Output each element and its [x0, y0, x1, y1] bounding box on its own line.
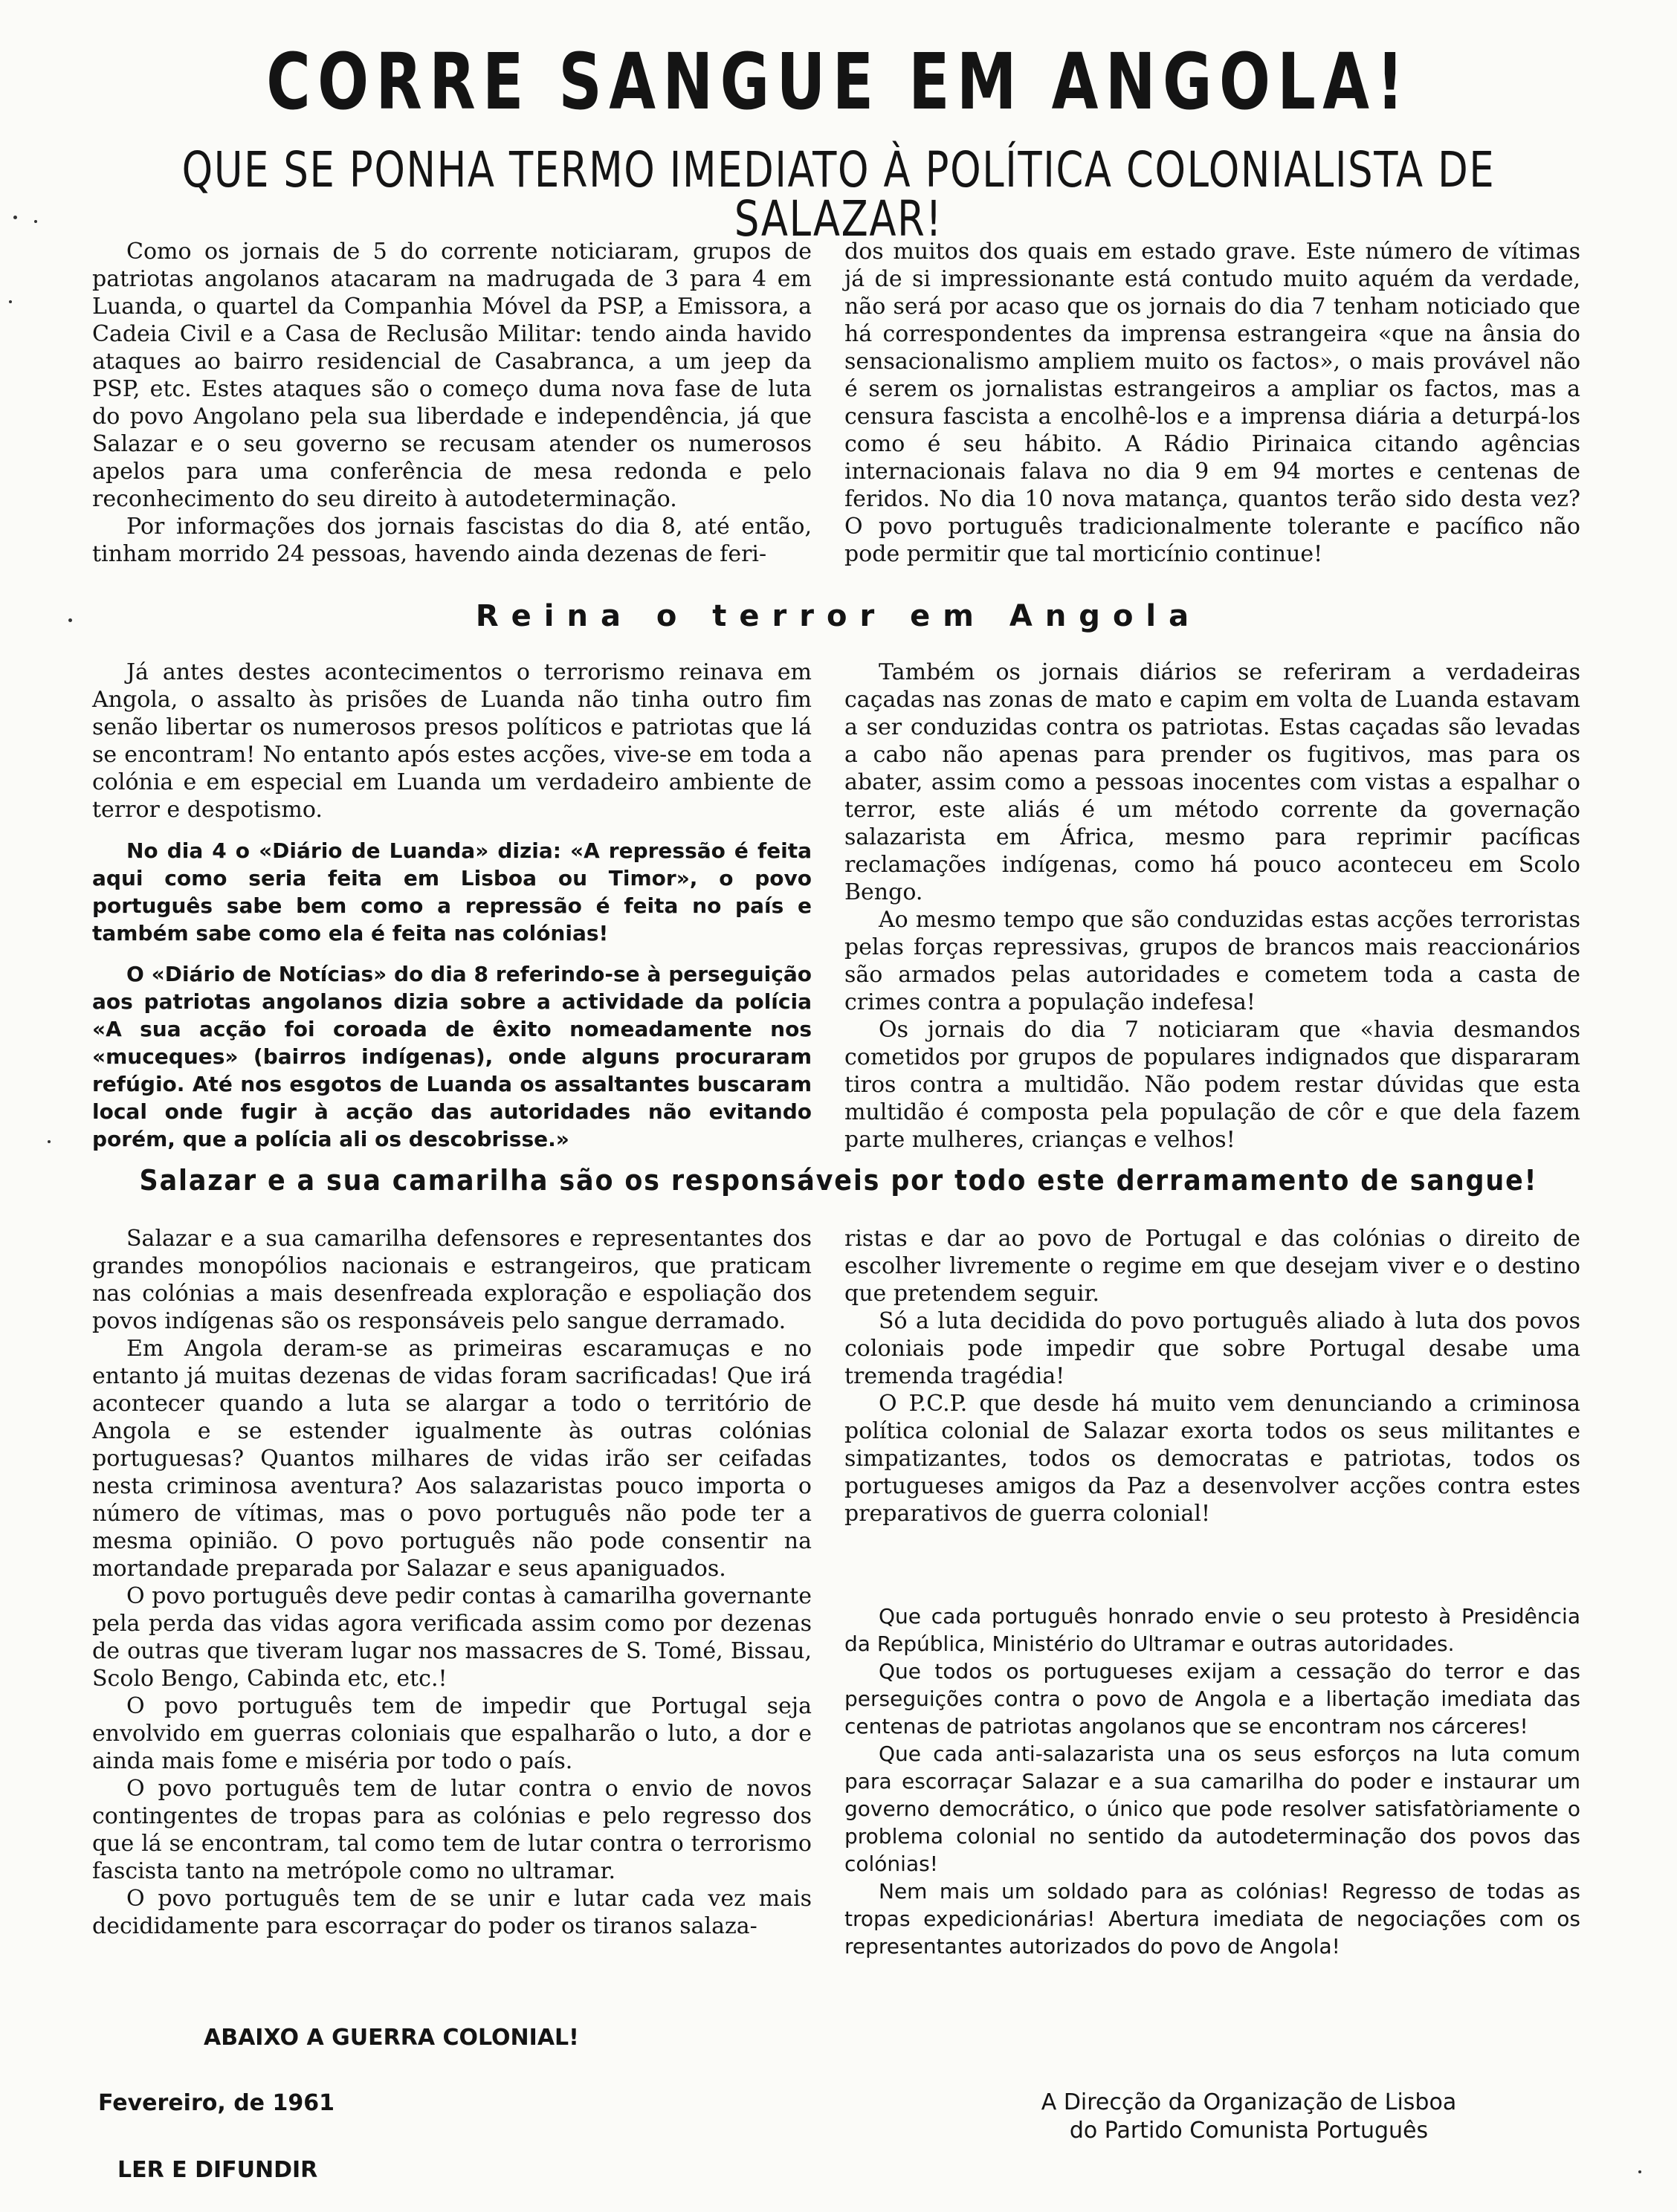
- print-speck: [68, 618, 72, 622]
- section3-right-column: [844, 1225, 1580, 1527]
- paragraph: O P.C.P. que desde há muito vem denunciando a criminosa política colonial de Salazar exorta todos os seus militantes e simpatizantes, todos os democratas e patriotas, todos os portugueses amigos da Paz a desenvolver acções contra estes preparativos de guerra colonial!: [844, 1391, 1580, 1527]
- paragraph: ristas e dar ao povo de Portugal e das colónias o direito de escolher livremente o regime em que desejam viver e o destino que pretendem seguir.: [844, 1226, 1580, 1307]
- call-paragraph: Nem mais um soldado para as colónias! Regresso de todas as tropas expedicionárias! Abertura imediata de negociações com os representantes autorizados do povo de Angola!: [844, 1879, 1580, 1959]
- paragraph: Por informações dos jornais fascistas do dia 8, até então, tinham morrido 24 pessoas, havendo ainda dezenas de feri-: [92, 514, 812, 567]
- section-heading-reina: Reina o terror em Angola: [475, 599, 1202, 633]
- paragraph: O povo português tem de impedir que Portugal seja envolvido em guerras coloniais que espalharão o luto, a dor e ainda mais fome e miséria por todo o país.: [92, 1693, 812, 1774]
- print-speck: [13, 216, 17, 219]
- call-paragraph: Que cada português honrado envie o seu protesto à Presidência da República, Ministério do Ultramar e outras autoridades.: [844, 1604, 1580, 1656]
- paragraph: O «Diário de Notícias» do dia 8 referindo-se à perseguição aos patriotas angolanos dizia sobre a actividade da polícia «A sua acção foi coroada de êxito nomeadamente nos «muceques» (bairros indígenas), onde alguns procuraram refúgio. Até nos esgotos de Luanda os assaltantes buscaram local onde fugir à acção das autoridades não evitando porém, que a polícia ali os descobrisse.»: [92, 962, 812, 1151]
- section1-right-column: [844, 238, 1580, 568]
- paragraph: Salazar e a sua camarilha defensores e representantes dos grandes monopólios nacionais e estrangeiros, que praticam nas colónias a mais desenfreada exploração e espoliação dos povos indígenas são os responsáveis pelo sangue derramado.: [92, 1226, 812, 1334]
- print-speck: [34, 220, 37, 223]
- paragraph: O povo português tem de se unir e lutar cada vez mais decididamente para escorraçar do poder os tiranos salaza-: [92, 1886, 812, 1939]
- section1-left-column: [92, 238, 812, 568]
- paragraph: O povo português deve pedir contas à camarilha governante pela perda das vidas agora verificada assim como por dezenas de outras que tiveram lugar nos massacres de S. Tomé, Bissau, Scolo Bengo, Cabinda etc, etc.!: [92, 1583, 812, 1692]
- section3-calls-column: [844, 1603, 1580, 1960]
- ler-e-difundir: LER E DIFUNDIR: [117, 2157, 318, 2183]
- section-heading-salazar: Salazar e a sua camarilha são os responsáveis por todo este derramamento de sangue!: [139, 1164, 1538, 1197]
- paragraph: Ao mesmo tempo que são conduzidas estas acções terroristas pelas forças repressivas, grupos de brancos mais reaccionários são armados pelas autoridades e cometem toda a casta de crimes contra a população indefesa!: [844, 907, 1580, 1015]
- section3-left-column: [92, 1225, 812, 1940]
- paragraph: No dia 4 o «Diário de Luanda» dizia: «A repressão é feita aqui como seria feita em Lisboa ou Timor», o povo português sabe bem como a repressão é feita no país e também sabe como ela é feita nas colónias!: [92, 838, 812, 945]
- section2-left-column: [92, 659, 812, 1153]
- print-speck: [1638, 2170, 1641, 2173]
- date: Fevereiro, de 1961: [98, 2090, 335, 2116]
- paragraph: Em Angola deram-se as primeiras escaramuças e no entanto já muitas dezenas de vidas foram sacrificadas! Que irá acontecer quando a luta se alargar a todo o território de Angola e se estender igualmente às outras colónias portuguesas? Quantos milhares de vidas irão ser ceifadas nesta criminosa aventura? Aos salazaristas pouco importa o número de vítimas, mas o povo português não pode ter a mesma opinião. O povo português não pode consentir na mortandade preparada por Salazar e seus apaniguados.: [92, 1336, 812, 1582]
- section2-right-column: [844, 659, 1580, 1154]
- paragraph: Só a luta decidida do povo português aliado à luta dos povos coloniais pode impedir que sobre Portugal desabe uma tremenda tragédia!: [844, 1308, 1580, 1389]
- signature-line-2: do Partido Comunista Português: [1069, 2118, 1429, 2144]
- paragraph: O povo português tem de lutar contra o envio de novos contingentes de tropas para as colónias e pelo regresso dos que lá se encontram, tal como tem de lutar contra o terrorismo fascista tanto na metrópole como no ultramar.: [92, 1776, 812, 1884]
- page-subtitle: QUE SE PONHA TERMO IMEDIATO À POLÍTICA COLONIALISTA DE SALAZAR!: [181, 141, 1496, 248]
- call-paragraph: Que cada anti-salazarista una os seus esforços na luta comum para escorraçar Salazar e a sua camarilha do poder e instaurar um governo democrático, o único que pode resolver satisfatòriamente o problema colonial no sentido da autodeterminação dos povos das colónias!: [844, 1742, 1580, 1876]
- print-speck: [48, 1140, 51, 1143]
- call-paragraph: Que todos os portugueses exijam a cessação do terror e das perseguições contra o povo de Angola e a libertação imediata das centenas de patriotas angolanos que se encontram nos cárceres!: [844, 1659, 1580, 1739]
- signature: [981, 2089, 1516, 2145]
- signature-line-1: A Direcção da Organização de Lisboa: [1041, 2089, 1457, 2115]
- print-speck: [9, 300, 12, 303]
- slogan: ABAIXO A GUERRA COLONIAL!: [204, 2025, 579, 2051]
- paragraph: Os jornais do dia 7 noticiaram que «havia desmandos cometidos por grupos de populares indignados que dispararam tiros contra a multidão. Não podem restar dúvidas que esta multidão é composta pela população de côr e que dela fazem parte mulheres, crianças e velhos!: [844, 1017, 1580, 1153]
- paragraph: Também os jornais diários se referiram a verdadeiras caçadas nas zonas de mato e capim em volta de Luanda estavam a ser conduzidas contra os patriotas. Estas caçadas são levadas a cabo não apenas para prender os fugitivos, mas para os abater, assim como a pessoas inocentes com vistas a espalhar o terror, este aliás é um método corrente da governação salazarista em África, mesmo para reprimir pacíficas reclamações indígenas, como há pouco aconteceu em Scolo Bengo.: [844, 659, 1580, 905]
- paragraph: dos muitos dos quais em estado grave. Este número de vítimas já de si impressionante está contudo muito aquém da verdade, não será por acaso que os jornais do dia 7 tenham noticiado que há correspondentes da imprensa estrangeira «que na ânsia do sensacionalismo ampliem muito os factos», o mais provável não é serem os jornalistas estrangeiros a ampliar os factos, mas a censura fascista a encolhê-los e a imprensa diária a deturpá-los como é seu hábito. A Rádio Pirinaica citando agências internacionais falava no dia 9 em 94 mortes e centenas de feridos. No dia 10 nova matança, quantos terão sido desta vez? O povo português tradicionalmente tolerante e pacífico não pode permitir que tal morticínio continue!: [844, 239, 1580, 567]
- page-title: CORRE SANGUE EM ANGOLA!: [266, 36, 1411, 127]
- paragraph: Já antes destes acontecimentos o terrorismo reinava em Angola, o assalto às prisões de Luanda não tinha outro fim senão libertar os numerosos presos políticos e patriotas que lá se encontram! No entanto após estes acções, vive-se em toda a colónia e em especial em Luanda um verdadeiro ambiente de terror e despotismo.: [92, 659, 812, 823]
- paragraph: Como os jornais de 5 do corrente noticiaram, grupos de patriotas angolanos atacaram na madrugada de 3 para 4 em Luanda, o quartel da Companhia Móvel da PSP, a Emissora, a Cadeia Civil e a Casa de Reclusão Militar: tendo ainda havido ataques ao bairro residencial de Casabranca, a um jeep da PSP, etc. Estes ataques são o começo duma nova fase de luta do povo Angolano pela sua liberdade e independência, já que Salazar e o seu governo se recusam atender os numerosos apelos para uma conferência de mesa redonda e pelo reconhecimento do seu direito à autodeterminação.: [92, 239, 812, 512]
